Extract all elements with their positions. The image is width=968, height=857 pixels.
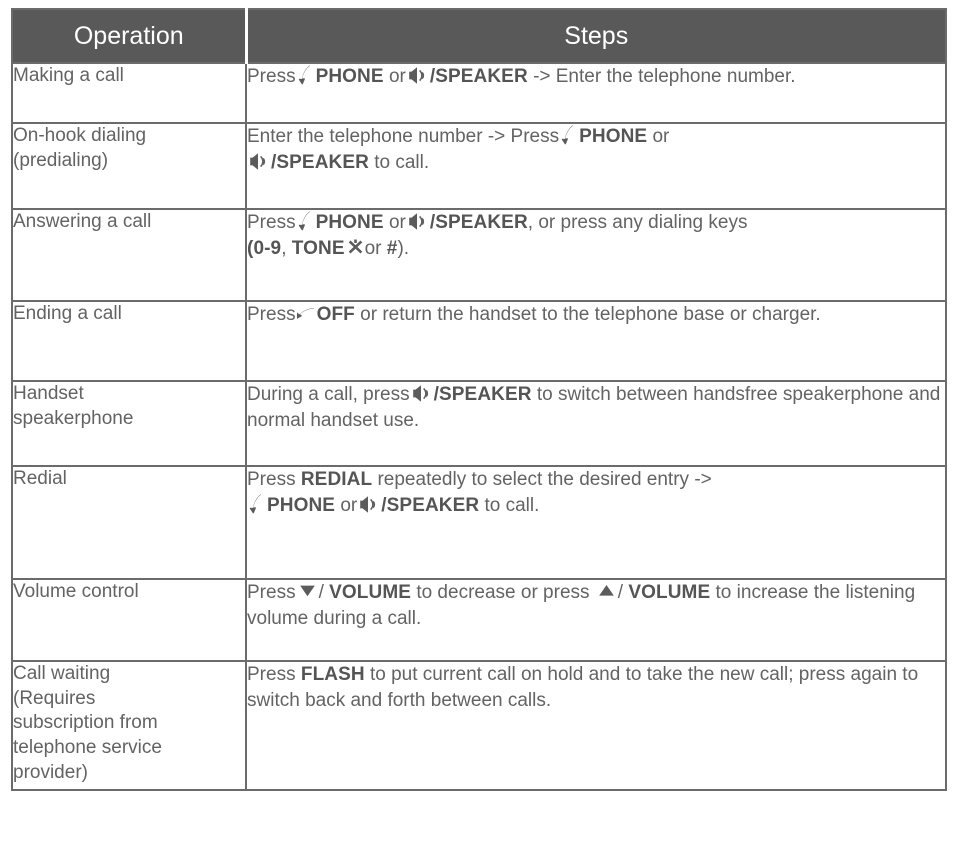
speaker-icon [249, 152, 271, 171]
operation-line: subscription from [13, 712, 158, 734]
steps-key-label: /SPEAKER [429, 66, 528, 87]
operation-line: (predialing) [13, 149, 109, 171]
operation-line: (Requires [13, 687, 96, 709]
speaker-icon [408, 212, 430, 231]
steps-key-label: VOLUME [329, 582, 412, 603]
table-row [12, 63, 946, 123]
steps-text-segment: or [388, 66, 406, 87]
column-header-operation: Operation [12, 9, 246, 63]
steps-key-label: VOLUME [628, 582, 711, 603]
triangle-down-icon [299, 583, 316, 598]
phone-off-icon [297, 302, 314, 323]
steps-text-segment: Press [247, 66, 296, 87]
table-row [12, 301, 946, 381]
steps-cell [246, 301, 946, 381]
steps-text-segment: to switch between handsfree speakerphone and normal handset use. [247, 384, 941, 432]
steps-text-segment: Press [247, 582, 296, 603]
column-header-steps: Steps [246, 9, 946, 63]
steps-text-segment: -> Enter the telephone number. [533, 66, 796, 87]
operation-cell: Volume control [12, 579, 246, 661]
tone-star-icon [348, 238, 363, 256]
steps-text-segment: to put current call on hold and to take the new call; press again to switch back and forth between calls. [247, 664, 919, 712]
steps-text-segment: During a call, press [247, 384, 410, 405]
steps-key-label: TONE [291, 238, 345, 260]
steps-key-label: # [386, 238, 398, 260]
operation-line: On-hook dialing [13, 125, 147, 146]
steps-text-segment: to decrease or press [416, 582, 590, 603]
steps-text-segment: or [652, 126, 670, 147]
operation-cell [12, 381, 246, 466]
table-row [12, 381, 946, 466]
phone-handset-icon [249, 493, 264, 514]
steps-text-segment: or [364, 238, 382, 260]
steps-key-label: REDIAL [300, 469, 373, 490]
steps-text-segment: or [340, 495, 358, 517]
steps-text-segment: ( [247, 238, 254, 260]
steps-text-segment: repeatedly to select the desired entry -> [377, 469, 712, 490]
speaker-icon [359, 495, 381, 514]
operation-line: telephone service [13, 737, 162, 759]
table-row [12, 661, 946, 790]
table-row [12, 209, 946, 301]
steps-text-segment: to call. [484, 495, 540, 517]
phone-handset-icon [298, 210, 313, 231]
steps-text-segment: Press [247, 212, 296, 233]
operation-cell [12, 123, 246, 209]
table-row [12, 123, 946, 209]
operation-cell: Answering a call [12, 209, 246, 301]
operation-cell: Making a call [12, 63, 246, 123]
steps-key-label: PHONE [315, 212, 384, 233]
operation-line: speakerphone [13, 407, 134, 429]
operation-steps-table [11, 8, 947, 791]
steps-key-label: PHONE [267, 495, 336, 517]
steps-cell [246, 466, 946, 579]
table-header-row [12, 9, 946, 63]
steps-cell [246, 123, 946, 209]
steps-text-segment: ). [397, 238, 410, 260]
phone-handset-icon [561, 124, 576, 145]
steps-text-segment: or [388, 212, 406, 233]
steps-text-segment: Press [247, 304, 296, 325]
steps-key-label: /SPEAKER [429, 212, 528, 233]
steps-text-segment: to increase the listening volume during a call. [247, 582, 916, 630]
operation-cell [12, 661, 246, 790]
steps-key-label: FLASH [300, 664, 365, 685]
steps-cell [246, 661, 946, 790]
steps-key-label: OFF [316, 304, 355, 325]
steps-text-segment: Press [247, 664, 296, 685]
table-header [12, 9, 946, 63]
steps-text-segment: to call. [374, 152, 430, 174]
operation-line: Handset [13, 383, 84, 404]
steps-cell [246, 381, 946, 466]
steps-key-label: /SPEAKER [381, 495, 480, 517]
steps-text-segment: Press [247, 469, 296, 490]
speaker-icon [408, 66, 430, 85]
table-row [12, 466, 946, 579]
steps-text-segment: , [281, 238, 287, 260]
triangle-up-icon [598, 583, 615, 598]
steps-key-label: /SPEAKER [433, 384, 532, 405]
steps-text-segment: , or press any dialing keys [527, 212, 748, 233]
steps-cell [246, 579, 946, 661]
table-row [12, 579, 946, 661]
speaker-icon [412, 384, 434, 403]
operation-steps-table-container [11, 8, 945, 791]
operation-line: provider) [13, 761, 88, 783]
steps-text-segment: / [318, 582, 324, 603]
steps-key-label: PHONE [579, 126, 648, 147]
steps-key-label: /SPEAKER [271, 152, 369, 174]
steps-cell [246, 209, 946, 301]
steps-key-label: PHONE [315, 66, 384, 87]
operation-line: Call waiting [13, 663, 111, 684]
steps-text-segment: Enter the telephone number -> Press [247, 126, 560, 147]
phone-handset-icon [298, 64, 313, 85]
steps-key-label: 0-9 [253, 238, 282, 260]
operation-cell: Ending a call [12, 301, 246, 381]
steps-text-segment: or return the handset to the telephone base or charger. [360, 304, 821, 325]
operation-cell: Redial [12, 466, 246, 579]
steps-text-segment: / [617, 582, 624, 603]
steps-cell [246, 63, 946, 123]
table-body [12, 63, 946, 790]
